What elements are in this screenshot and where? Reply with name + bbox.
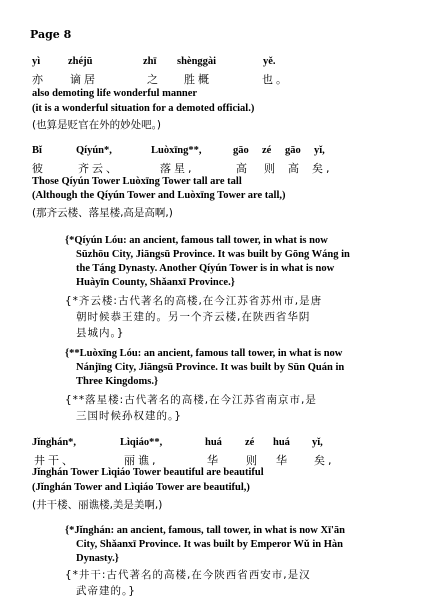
footnote-line: the Táng Dynasty. Another Qíyún Tower is in what is now — [76, 263, 335, 274]
chinese-meaning: (井干楼、丽谯楼,美是美啊,) — [32, 499, 163, 511]
pinyin-word: huá — [205, 437, 222, 448]
pinyin-word: zhéjū — [68, 56, 93, 67]
pinyin-word: zé — [245, 437, 255, 448]
footnote-line: {*Qíyún Lóu: an ancient, famous tall tower, in what is now — [65, 235, 328, 246]
pinyin-word: huá — [273, 437, 290, 448]
chinese-word: 也。 — [262, 73, 290, 86]
english-meaning: (Jǐnghán Tower and Lìqiáo Tower are beautiful,) — [32, 482, 250, 493]
footnote-line: {*井干:古代著名的高楼,在今陕西省西安市,是汉 — [65, 569, 311, 581]
pinyin-word: Jǐnghán*, — [32, 437, 77, 448]
footnote-line: {*Jǐnghán: an ancient, famous, tall tower, in what is now Xī'ān — [65, 525, 345, 536]
footnote-line: 武帝建的。} — [76, 585, 136, 597]
pinyin-word: yě. — [263, 56, 276, 67]
pinyin-word: Qíyún*, — [76, 145, 112, 156]
footnote-line: {*齐云楼:古代著名的高楼,在今江苏省苏州市,是唐 — [65, 295, 323, 307]
chinese-word: 则 — [246, 454, 260, 467]
pinyin-word: yì — [32, 56, 41, 67]
chinese-meaning: (也算是贬官在外的妙处吧。) — [32, 119, 161, 131]
chinese-meaning: (那齐云楼、落星楼,高是高啊,) — [32, 207, 173, 219]
english-gloss: Those Qíyún Tower Luòxīng Tower tall are tall — [32, 176, 242, 187]
chinese-word: 落星, — [160, 162, 195, 175]
chinese-word: 谪居 — [70, 73, 98, 86]
chinese-word: 则 — [264, 162, 278, 175]
pinyin-word: gāo — [233, 145, 249, 156]
footnote-line: 朝时候恭王建的。另一个齐云楼,在陕西省华阴 — [76, 311, 311, 323]
footnote-line: Nánjīng City, Jiāngsū Province. It was built by Sūn Quán in — [76, 362, 345, 373]
footnote-line: 县城内。} — [76, 327, 125, 339]
chinese-word: 丽谯, — [124, 454, 159, 467]
footnote-line: Sūzhōu City, Jiāngsū Province. It was built by Gōng Wáng in — [76, 249, 350, 260]
footnote-line: {**落星楼:古代著名的高楼,在今江苏省南京市,是 — [65, 394, 317, 406]
chinese-word: 矣, — [314, 454, 335, 467]
pinyin-word: yǐ, — [314, 145, 325, 156]
pinyin-word: Lìqiáo**, — [120, 437, 163, 448]
chinese-word: 华 — [207, 454, 221, 467]
chinese-word: 齐云、 — [78, 162, 120, 175]
pinyin-word: Bǐ — [32, 145, 42, 156]
chinese-word: 井干、 — [34, 454, 76, 467]
footnote-line: 三国时候孙权建的。} — [76, 410, 182, 422]
pinyin-word: gāo — [285, 145, 301, 156]
footnote-line: Three Kingdoms.} — [76, 376, 159, 387]
pinyin-word: zé — [262, 145, 272, 156]
english-gloss: Jǐnghán Tower Lìqiáo Tower beautiful are beautiful — [32, 467, 264, 478]
footnote-line: City, Shǎanxī Province. It was built by Emperor Wǔ in Hàn — [76, 539, 344, 550]
footnote-line: {**Luòxīng Lóu: an ancient, famous tall tower, in what is now — [65, 348, 343, 359]
chinese-word: 华 — [276, 454, 290, 467]
english-meaning: (it is a wonderful situation for a demoted official.) — [32, 103, 255, 114]
pinyin-word: shènggài — [177, 56, 217, 67]
chinese-word: 之 — [147, 73, 161, 86]
page-number: Page 8 — [30, 28, 72, 41]
pinyin-word: zhī — [143, 56, 157, 67]
chinese-word: 彼 — [32, 162, 46, 175]
chinese-word: 亦 — [32, 73, 46, 86]
footnote-line: Huàyīn County, Shǎanxī Province.} — [76, 277, 235, 288]
chinese-word: 矣, — [312, 162, 333, 175]
chinese-word: 胜概 — [184, 73, 212, 86]
pinyin-word: Luòxīng**, — [151, 145, 202, 156]
footnote-line: Dynasty.} — [76, 553, 119, 564]
chinese-word: 高 — [236, 162, 250, 175]
chinese-word: 高 — [288, 162, 302, 175]
pinyin-word: yǐ, — [312, 437, 323, 448]
english-gloss: also demoting life wonderful manner — [32, 88, 198, 99]
english-meaning: (Although the Qíyún Tower and Luòxīng Tower are tall,) — [32, 190, 286, 201]
